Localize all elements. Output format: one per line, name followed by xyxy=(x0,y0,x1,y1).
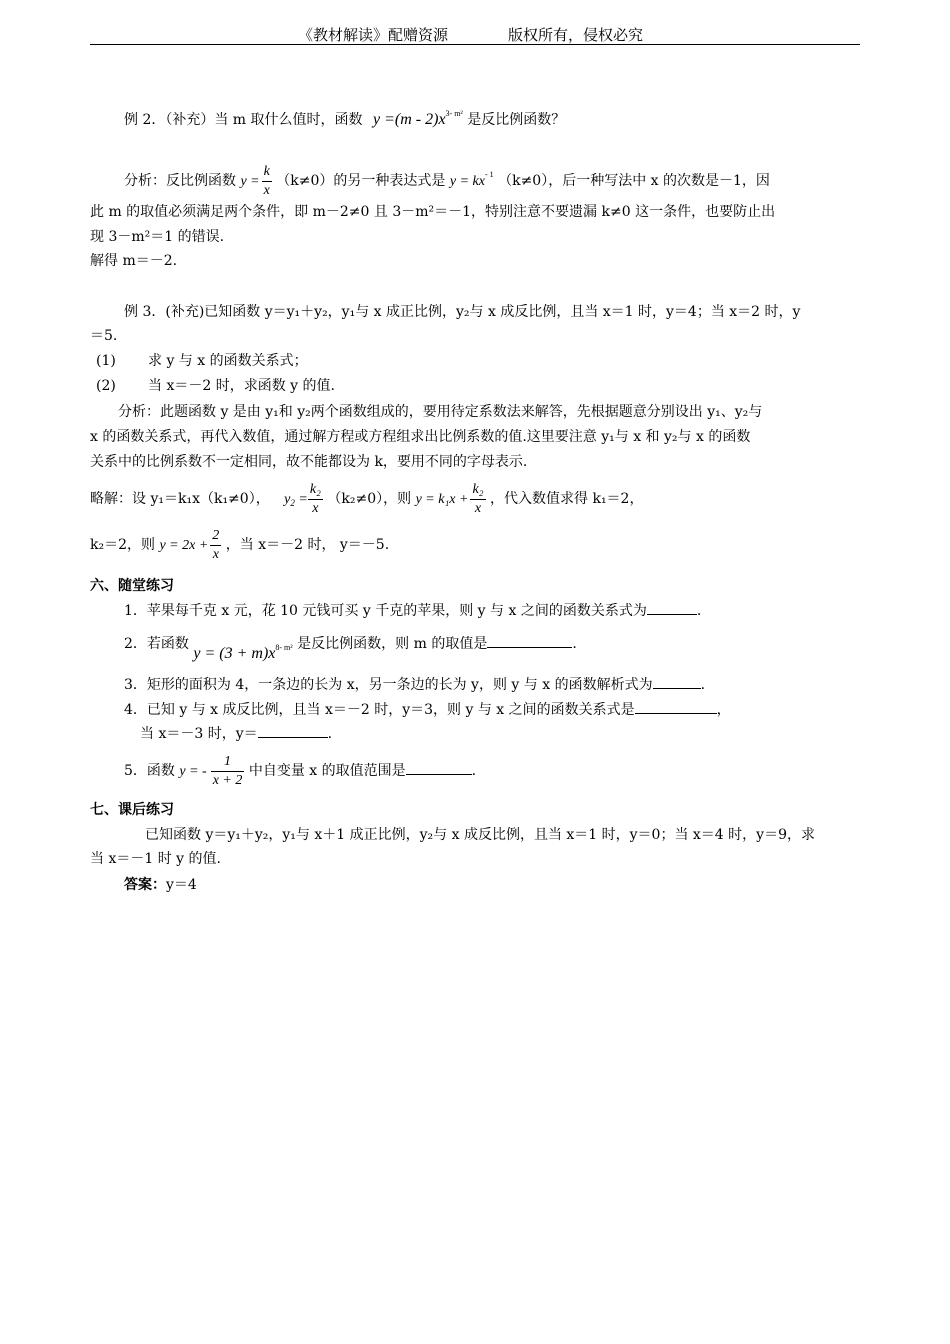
practice-4b-blank[interactable] xyxy=(258,725,328,738)
practice-3-blank[interactable] xyxy=(653,676,701,689)
practice-4-blank[interactable] xyxy=(635,701,717,714)
section7-answer xyxy=(124,876,197,894)
analysis-formula2: $y = kx^{- 1}$ xyxy=(449,170,494,189)
header-copyright: 版权所有，侵权必究 xyxy=(508,26,644,44)
example3-analysis-line2: x 的函数关系式，再代入数值，通过解方程或方程组求出比例系数的值.这里要注意 y₁与 x 和 y₂与 x 的函数 xyxy=(90,429,751,445)
example3-q2-text: 当 x＝－2 时，求函数 y 的值. xyxy=(148,378,335,394)
example2-analysis-line2: 此 m 的取值必须满足两个条件，即 m－2≠0 且 3－m²＝－1，特别注意不要遗漏 k≠0 这一条件，也要防止出 xyxy=(90,204,776,220)
practice-2-formula: $y = (3 + m)x^{8- m^2}$ xyxy=(193,643,293,662)
example2-solution: 解得 m＝－2. xyxy=(90,253,178,269)
example2-analysis-line3: 现 3－m²＝1 的错误. xyxy=(90,229,225,245)
header-source: 《教材解读》配赠资源 xyxy=(298,26,449,44)
practice-4-part-b: 当 x＝－3 时，y＝ . xyxy=(140,726,333,742)
answer-value: y＝4 xyxy=(166,877,197,893)
practice-2-blank[interactable] xyxy=(487,635,572,648)
solution-formula3: y = 2x + $\frac{2}{x}$ xyxy=(159,528,220,563)
section6-title: 六、随堂练习 xyxy=(90,578,174,594)
answer-label: 答案： xyxy=(124,877,166,893)
example3-line1: 例 3．(补充)已知函数 y＝y₁＋y₂，y₁与 x 成正比例，y₂与 x 成反比例，且当 x＝1 时，y＝4；当 x＝2 时，y xyxy=(124,304,801,320)
practice-5: 5．函数 y = - $\frac{1}{x + 2}$ 中自变量 x 的取值范围是 . xyxy=(124,754,477,789)
example2-suffix: 是反比例函数？ xyxy=(467,112,566,128)
practice-4: 4．已知 y 与 x 成反比例，且当 x＝－2 时，y＝3，则 y 与 x 之间的函数关系式是 ， xyxy=(124,702,731,718)
example3-q1-num: (1) xyxy=(96,353,116,369)
example3-q2-num: (2) xyxy=(96,378,116,394)
practice-5-blank[interactable] xyxy=(406,762,472,775)
section7-line2: 当 x＝－1 时 y 的值. xyxy=(90,851,221,867)
example3-q1-text: 求 y 与 x 的函数关系式； xyxy=(148,353,308,369)
example2-formula: $y =(m - 2)x^{3- m^2}$ xyxy=(373,109,463,128)
example3-analysis-line3: 关系中的比例系数不一定相同，故不能都设为 k，要用不同的字母表示. xyxy=(90,454,528,470)
solution-formula1: $y_2$ = $\frac{\text{k₂}}{x}$ xyxy=(284,482,321,517)
practice-3: 3．矩形的面积为 4，一条边的长为 x，另一条边的长为 y，则 y 与 x 的函数解析式为 . xyxy=(124,677,706,693)
practice-1: 1．苹果每千克 x 元，花 10 元钱可买 y 千克的苹果，则 y 与 x 之间的函数关系式为 . xyxy=(124,603,702,619)
analysis-formula1: y = $\frac{k}{x}$ xyxy=(240,164,270,199)
section7-line1: 已知函数 y＝y₁＋y₂，y₁与 x＋1 成正比例，y₂与 x 成反比例，且当 x＝1 时，y＝0；当 x＝4 时，y＝9，求 xyxy=(145,827,815,843)
practice-5-formula: y = - $\frac{1}{x + 2}$ xyxy=(179,754,243,789)
practice-2: 2．若函数 $y = (3 + m)x^{8- m^2}$ 是反比例函数，则 m 的取值是 . xyxy=(124,636,577,662)
example3-solution-line2: k₂＝2，则 y = 2x + $\frac{2}{x}$ ，当 x＝－2 时， y＝－5. xyxy=(90,528,390,563)
practice-1-blank[interactable] xyxy=(647,602,697,615)
header-rule xyxy=(90,44,860,45)
solution-formula2: y = k₁x + $\frac{\text{k₂}}{x}$ xyxy=(415,482,484,517)
example2-analysis-line1: 分析：反比例函数 y = $\frac{k}{x}$ （k≠0）的另一种表达式是 $y = kx^{- 1}$ （k≠0），后一种写法中 x 的次数是－1，因 xyxy=(124,164,770,199)
section7-title: 七、课后练习 xyxy=(90,802,174,818)
example2-prefix: 例 2．（补充）当 m 取什么值时，函数 xyxy=(124,112,363,128)
example3-line2: ＝5. xyxy=(90,328,118,344)
example3-analysis-line1: 分析：此题函数 y 是由 y₁和 y₂两个函数组成的，要用待定系数法来解答，先根据题意分别设出 y₁、y₂与 xyxy=(118,404,763,420)
example3-solution-line1: 略解：设 y₁＝k₁x（k₁≠0）， $y_2$ = $\frac{\text{k₂}}{x}$ （k₂≠0），则 y = k₁x + $\frac{\text{k₂}}{x}$ ，代入数值求得 k₁＝2， xyxy=(90,482,644,517)
example2-question xyxy=(124,105,565,129)
